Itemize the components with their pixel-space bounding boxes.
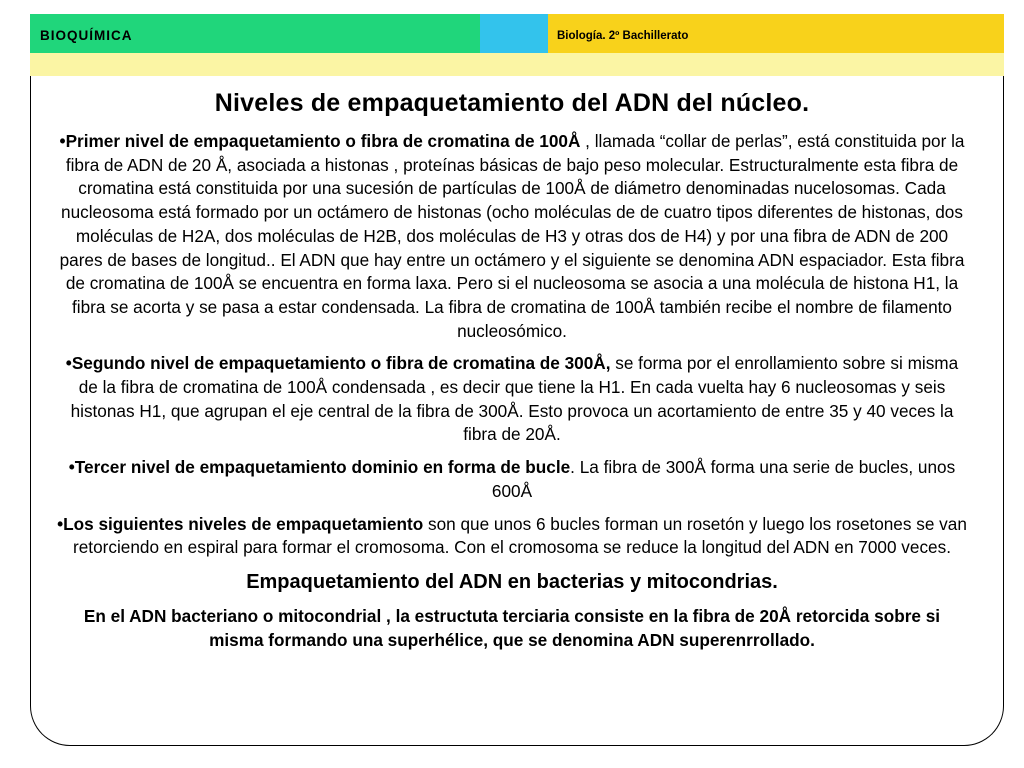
content-body	[56, 130, 968, 661]
section-subtitle: Empaquetamiento del ADN en bacterias y mitocondrias.	[246, 570, 778, 593]
paragraph-second-level	[56, 352, 968, 447]
header-left-label: BIOQUÍMICA	[40, 28, 133, 43]
paragraph-next-levels	[56, 513, 968, 560]
header-bar-blue	[480, 14, 548, 53]
paragraph-heading: •Primer nivel de empaquetamiento o fibra de cromatina de 100Å	[59, 131, 581, 151]
page-title: Niveles de empaquetamiento del ADN del núcleo.	[214, 89, 810, 117]
paragraph-text: . La fibra de 300Å forma una serie de bucles, unos 600Å	[491, 457, 956, 501]
paragraph-text: , llamada “collar de perlas”, está constituida por la fibra de ADN de 20 Å, asociada a histonas , proteínas básicas de bajo peso molecular. Estructuralmente esta fibra de cromatina está constituida por una sucesión de partículas de 100Å de diámetro denominadas nucelosomas. Cada nucleosoma está formado por un octámero de histonas (ocho moléculas de de cuatro tipos diferentes de histonas, dos moléculas de H2A, dos moléculas de H2B, dos moléculas de H3 y otras dos de H4) y por una fibra de ADN de 200 pares de bases de longitud.. El ADN que hay entre un octámero y el siguiente se denomina ADN espaciador. Esta fibra de cromatina de 100Å se encuentra en forma laxa. Pero si el nucleosoma se asocia a una molécula de histona H1, la fibra se acorta y se pasa a estar condensada. La fibra de cromatina de 100Å también recibe el nombre de filamento nucleosómico.	[59, 131, 965, 341]
paragraph-text: son que unos 6 bucles forman un rosetón y luego los rosetones se van retorciendo en espiral para formar el cromosoma. Con el cromosoma se reduce la longitud del ADN en 7000 veces.	[73, 513, 967, 558]
final-paragraph: En el ADN bacteriano o mitocondrial , la estructuta terciaria consiste en la fibra de 20Å retorcida sobre si misma formando una superhélice, que se denomina ADN superenrrollado.	[83, 605, 941, 650]
paragraph-text: se forma por el enrollamiento sobre si misma de la fibra de cromatina de 100Å condensada , es decir que tiene la H1. En cada vuelta hay 6 nucleosomas y seis histonas H1, que agrupan el eje central de la fibra de 300Å. Esto provoca un acortamiento de entre 35 y 40 veces la fibra de 20Å.	[70, 353, 959, 445]
paragraph-heading: •Tercer nivel de empaquetamiento dominio en forma de bucle	[68, 457, 571, 478]
header-bar-cream	[30, 53, 1004, 76]
header-right-label: Biología. 2º Bachillerato	[557, 30, 689, 42]
paragraph-heading: •Segundo nivel de empaquetamiento o fibra de cromatina de 300Å,	[65, 353, 611, 374]
paragraph-third-level	[56, 456, 968, 503]
paragraph-first-level	[56, 130, 968, 343]
paragraph-heading: •Los siguientes niveles de empaquetamiento	[57, 513, 424, 534]
